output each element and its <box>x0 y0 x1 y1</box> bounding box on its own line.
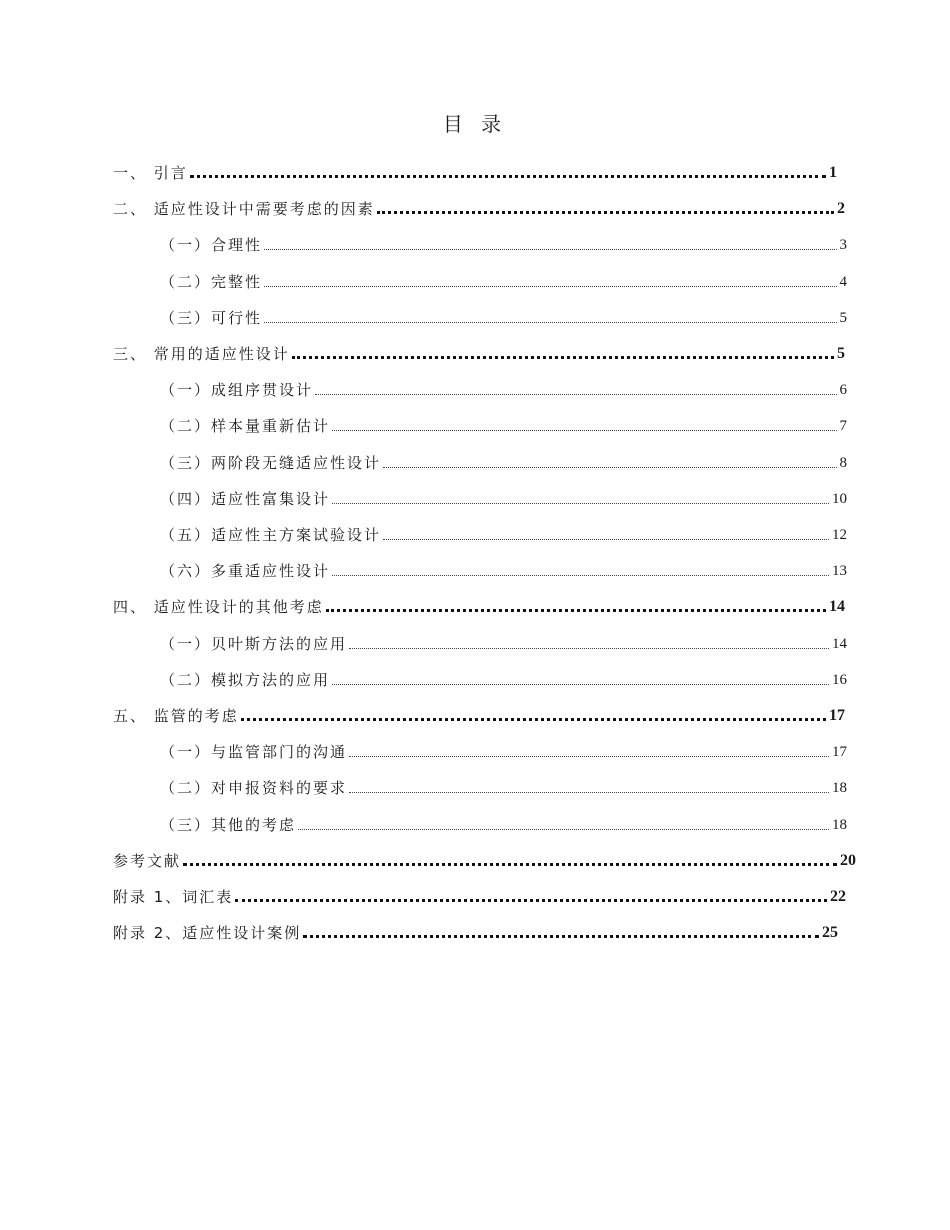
toc-entry[interactable] <box>160 219 847 255</box>
dot-leader <box>332 503 829 504</box>
dot-leader <box>298 829 829 830</box>
toc-entry-label: （五）适应性主方案试验设计 <box>160 526 382 544</box>
toc-entry[interactable] <box>160 256 847 292</box>
toc-entry-page-number: 4 <box>839 273 847 290</box>
toc-entry-label: 五、 监管的考虑 <box>113 707 239 725</box>
toc-entry-page-number: 5 <box>839 309 847 326</box>
toc-entry-label: 参考文献 <box>113 851 182 870</box>
toc-entry-page-number: 6 <box>839 382 847 399</box>
toc-entry-label: 四、 适应性设计的其他考虑 <box>113 598 324 617</box>
toc-entry[interactable] <box>113 183 845 219</box>
toc-entry[interactable] <box>160 618 847 654</box>
toc-entry-label: （三）两阶段无缝适应性设计 <box>160 453 382 472</box>
dot-leader <box>264 249 836 250</box>
toc-entry[interactable] <box>160 473 847 509</box>
dot-leader <box>383 539 829 540</box>
toc-entry-page-number: 25 <box>822 924 838 942</box>
toc-entry-label: （二）完整性 <box>160 272 263 291</box>
dot-leader <box>190 175 826 178</box>
toc-entry-page-number: 3 <box>839 237 847 254</box>
toc-entry-label: （一）合理性 <box>160 236 263 255</box>
toc-entry[interactable] <box>160 437 847 473</box>
toc-entry[interactable] <box>113 147 837 183</box>
toc-entry-label: （二）模拟方法的应用 <box>160 670 331 689</box>
dot-leader <box>303 935 819 938</box>
toc-entry[interactable] <box>113 328 845 364</box>
toc-entry-label: （一）成组序贯设计 <box>160 381 314 400</box>
toc-entry[interactable] <box>113 581 845 617</box>
dot-leader <box>315 394 836 395</box>
dot-leader <box>264 322 836 323</box>
dot-leader <box>349 648 829 649</box>
toc-entry-page-number: 5 <box>837 345 845 362</box>
dot-leader <box>349 756 829 757</box>
toc-entry-page-number: 2 <box>837 200 845 218</box>
toc-entry[interactable] <box>160 292 847 328</box>
toc-entry[interactable] <box>113 690 845 726</box>
toc-entry-label: （三）其他的考虑 <box>160 815 297 834</box>
dot-leader <box>332 430 836 431</box>
toc-entry[interactable] <box>160 726 847 762</box>
toc-title: 目 录 <box>442 112 508 136</box>
dot-leader <box>383 467 836 468</box>
toc-entry-page-number: 16 <box>832 671 847 688</box>
toc-entry-page-number: 13 <box>832 563 847 580</box>
toc-entry[interactable] <box>160 799 847 835</box>
toc-entry-page-number: 1 <box>829 164 837 181</box>
toc-entry-label: （三）可行性 <box>160 308 263 327</box>
dot-leader <box>235 899 827 902</box>
toc-entry[interactable] <box>160 509 847 545</box>
dot-leader <box>377 211 834 214</box>
toc-entry-page-number: 10 <box>832 490 847 507</box>
toc-entry-page-number: 20 <box>840 851 856 869</box>
toc-entry-label: （一）与监管部门的沟通 <box>160 743 348 762</box>
toc-entry-label: （二）样本量重新估计 <box>160 417 331 436</box>
toc-entry-label: 附录 2、适应性设计案例 <box>113 924 302 943</box>
toc-entry-page-number: 12 <box>832 527 847 543</box>
toc-entry-page-number: 14 <box>832 635 847 652</box>
dot-leader <box>183 863 837 866</box>
toc-entry-label: （二）对申报资料的要求 <box>160 779 348 798</box>
toc-entry-label: （一）贝叶斯方法的应用 <box>160 634 348 653</box>
toc-entry-label: 附录 1、词汇表 <box>113 888 234 906</box>
toc-entry-page-number: 18 <box>832 780 847 797</box>
dot-leader <box>332 575 829 576</box>
toc-entry-label: 三、 常用的适应性设计 <box>113 345 290 363</box>
toc-entry-page-number: 18 <box>832 816 847 833</box>
toc-entry-page-number: 14 <box>829 598 845 616</box>
toc-entry-label: （六）多重适应性设计 <box>160 562 331 581</box>
toc-entry-label: 二、 适应性设计中需要考虑的因素 <box>113 200 375 219</box>
toc-entry[interactable] <box>160 364 847 400</box>
toc-entry[interactable] <box>160 545 847 581</box>
toc-entry[interactable] <box>160 762 847 798</box>
toc-entry[interactable] <box>113 907 838 943</box>
toc-entry-page-number: 17 <box>832 744 847 761</box>
dot-leader <box>241 718 826 721</box>
toc-entry-page-number: 8 <box>839 454 847 471</box>
toc-entry-page-number: 7 <box>839 418 847 435</box>
toc-entry[interactable] <box>160 654 847 690</box>
toc-entry[interactable] <box>113 835 856 871</box>
dot-leader <box>292 356 834 359</box>
dot-leader <box>332 684 829 685</box>
toc-entry-page-number: 17 <box>829 707 845 724</box>
toc-entry-page-number: 22 <box>830 888 846 905</box>
toc-entry-label: （四）适应性富集设计 <box>160 489 331 508</box>
dot-leader <box>349 792 829 793</box>
toc-entry[interactable] <box>113 871 846 907</box>
toc-entry[interactable] <box>160 400 847 436</box>
dot-leader <box>264 286 836 287</box>
dot-leader <box>326 609 826 612</box>
toc-entry-label: 一、 引言 <box>113 164 188 182</box>
